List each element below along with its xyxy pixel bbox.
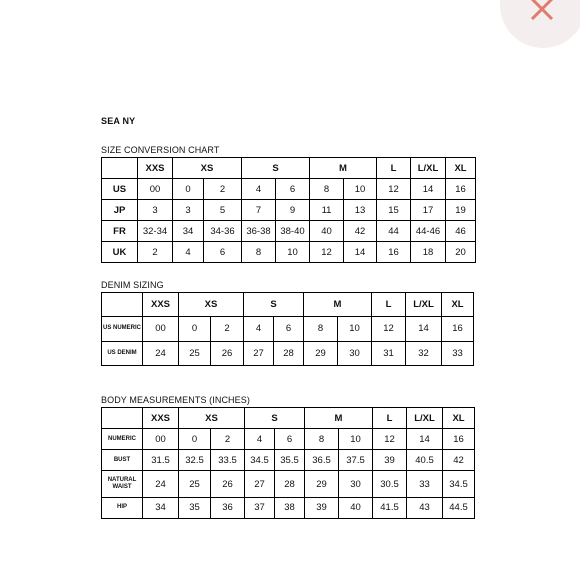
- table-cell: 4: [245, 429, 275, 450]
- table-cell: 40: [339, 497, 373, 518]
- table-cell: 8: [305, 429, 339, 450]
- table-cell: 42: [344, 221, 377, 242]
- header-cell: S: [245, 408, 305, 429]
- table-cell: 6: [276, 179, 310, 200]
- table-cell: 30.5: [373, 471, 407, 497]
- header-corner: [102, 293, 143, 317]
- table-cell: 27: [244, 341, 274, 365]
- header-cell: XXS: [143, 293, 179, 317]
- table-cell: 00: [143, 317, 179, 341]
- table-cell: 10: [339, 429, 373, 450]
- header-cell: L: [377, 158, 411, 179]
- table-cell: 38: [275, 497, 305, 518]
- table-cell: 24: [143, 471, 179, 497]
- header-cell: M: [304, 293, 372, 317]
- table-cell: 40.5: [407, 450, 443, 471]
- header-cell: XL: [443, 408, 475, 429]
- table-cell: 43: [407, 497, 443, 518]
- row-label: NATURAL WAIST: [102, 471, 143, 497]
- table-cell: 7: [242, 200, 276, 221]
- header-cell: XS: [179, 293, 244, 317]
- table-cell: 15: [377, 200, 411, 221]
- table-cell: 34: [173, 221, 204, 242]
- table-cell: 4: [173, 242, 204, 263]
- table-cell: 4: [242, 179, 276, 200]
- table-cell: 2: [138, 242, 173, 263]
- header-corner: [102, 408, 143, 429]
- table-cell: 30: [338, 341, 372, 365]
- table-cell: 14: [411, 179, 446, 200]
- table-cell: 35: [179, 497, 211, 518]
- table-cell: 31.5: [143, 450, 179, 471]
- close-button[interactable]: [500, 0, 580, 48]
- table-cell: 16: [446, 179, 476, 200]
- table-cell: 00: [143, 429, 179, 450]
- table-cell: 8: [242, 242, 276, 263]
- table-cell: 34.5: [443, 471, 475, 497]
- table-cell: 44.5: [443, 497, 475, 518]
- row-label: US NUMERIC: [102, 317, 143, 341]
- row-label: NUMERIC: [102, 429, 143, 450]
- header-cell: XL: [442, 293, 474, 317]
- table-cell: 28: [275, 471, 305, 497]
- table-cell: 37.5: [339, 450, 373, 471]
- table-cell: 16: [377, 242, 411, 263]
- table-cell: 39: [373, 450, 407, 471]
- header-cell: XL: [446, 158, 476, 179]
- table-cell: 6: [204, 242, 242, 263]
- table-cell: 35.5: [275, 450, 305, 471]
- table-cell: 36.5: [305, 450, 339, 471]
- table-cell: 42: [443, 450, 475, 471]
- table-cell: 38-40: [276, 221, 310, 242]
- table-cell: 32-34: [138, 221, 173, 242]
- header-cell: XS: [179, 408, 245, 429]
- row-label: US DENIM: [102, 341, 143, 365]
- table-cell: 2: [211, 317, 244, 341]
- table-cell: 34: [143, 497, 179, 518]
- table-cell: 6: [275, 429, 305, 450]
- table-cell: 28: [274, 341, 304, 365]
- table-cell: 44-46: [411, 221, 446, 242]
- table-cell: 34-36: [204, 221, 242, 242]
- table-cell: 20: [446, 242, 476, 263]
- table-row: [102, 179, 476, 200]
- table-cell: 41.5: [373, 497, 407, 518]
- table-cell: 32.5: [179, 450, 211, 471]
- table-cell: 3: [173, 200, 204, 221]
- table-row: [102, 341, 474, 365]
- table-cell: 44: [377, 221, 411, 242]
- table-cell: 33: [407, 471, 443, 497]
- close-x-icon: [530, 0, 554, 20]
- table-cell: 40: [310, 221, 344, 242]
- row-label: FR: [102, 221, 138, 242]
- table-header-row: [102, 408, 475, 429]
- table-row: [102, 429, 475, 450]
- table-cell: 46: [446, 221, 476, 242]
- table-cell: 18: [411, 242, 446, 263]
- table-cell: 34.5: [245, 450, 275, 471]
- table-cell: 4: [244, 317, 274, 341]
- table-cell: 19: [446, 200, 476, 221]
- header-cell: L: [372, 293, 406, 317]
- body-measurements-table: [101, 407, 475, 519]
- header-cell: S: [242, 158, 310, 179]
- table-cell: 26: [211, 341, 244, 365]
- header-cell: L: [373, 408, 407, 429]
- table-cell: 2: [204, 179, 242, 200]
- body-measurements-title: BODY MEASUREMENTS (INCHES): [101, 395, 250, 405]
- table-cell: 8: [310, 179, 344, 200]
- header-cell: XXS: [143, 408, 179, 429]
- table-cell: 10: [344, 179, 377, 200]
- table-cell: 27: [245, 471, 275, 497]
- table-row: [102, 450, 475, 471]
- table-row: [102, 317, 474, 341]
- table-cell: 29: [305, 471, 339, 497]
- header-cell: XS: [173, 158, 242, 179]
- table-cell: 29: [304, 341, 338, 365]
- table-cell: 37: [245, 497, 275, 518]
- table-cell: 30: [339, 471, 373, 497]
- row-label: BUST: [102, 450, 143, 471]
- size-conversion-table: [101, 157, 476, 263]
- table-cell: 14: [406, 317, 442, 341]
- header-cell: L/XL: [407, 408, 443, 429]
- header-cell: L/XL: [406, 293, 442, 317]
- table-cell: 32: [406, 341, 442, 365]
- table-cell: 33.5: [211, 450, 245, 471]
- table-cell: 25: [179, 471, 211, 497]
- size-conversion-title: SIZE CONVERSION CHART: [101, 145, 220, 155]
- table-cell: 17: [411, 200, 446, 221]
- table-row: [102, 221, 476, 242]
- table-header-row: [102, 293, 474, 317]
- table-cell: 2: [211, 429, 245, 450]
- table-cell: 26: [211, 471, 245, 497]
- header-cell: M: [305, 408, 373, 429]
- row-label: JP: [102, 200, 138, 221]
- table-cell: 36: [211, 497, 245, 518]
- table-cell: 5: [204, 200, 242, 221]
- table-cell: 24: [143, 341, 179, 365]
- table-cell: 0: [179, 429, 211, 450]
- table-cell: 31: [372, 341, 406, 365]
- table-cell: 33: [442, 341, 474, 365]
- table-cell: 0: [179, 317, 211, 341]
- table-cell: 11: [310, 200, 344, 221]
- table-cell: 16: [442, 317, 474, 341]
- table-row: [102, 497, 475, 518]
- table-cell: 9: [276, 200, 310, 221]
- header-cell: XXS: [138, 158, 173, 179]
- table-cell: 12: [373, 429, 407, 450]
- table-cell: 12: [310, 242, 344, 263]
- table-cell: 0: [173, 179, 204, 200]
- table-cell: 8: [304, 317, 338, 341]
- table-cell: 36-38: [242, 221, 276, 242]
- denim-sizing-title: DENIM SIZING: [101, 280, 164, 290]
- table-cell: 39: [305, 497, 339, 518]
- brand-title: SEA NY: [101, 116, 136, 126]
- header-cell: L/XL: [411, 158, 446, 179]
- row-label: US: [102, 179, 138, 200]
- table-cell: 6: [274, 317, 304, 341]
- table-cell: 14: [407, 429, 443, 450]
- header-cell: S: [244, 293, 304, 317]
- table-cell: 25: [179, 341, 211, 365]
- row-label: HIP: [102, 497, 143, 518]
- table-cell: 3: [138, 200, 173, 221]
- table-row: [102, 242, 476, 263]
- table-cell: 10: [276, 242, 310, 263]
- table-cell: 12: [372, 317, 406, 341]
- table-row: [102, 471, 475, 497]
- table-row: [102, 200, 476, 221]
- table-cell: 12: [377, 179, 411, 200]
- table-cell: 10: [338, 317, 372, 341]
- table-cell: 16: [443, 429, 475, 450]
- table-cell: 00: [138, 179, 173, 200]
- header-corner: [102, 158, 138, 179]
- table-cell: 13: [344, 200, 377, 221]
- header-cell: M: [310, 158, 377, 179]
- denim-sizing-table: [101, 292, 474, 366]
- table-header-row: [102, 158, 476, 179]
- table-cell: 14: [344, 242, 377, 263]
- row-label: UK: [102, 242, 138, 263]
